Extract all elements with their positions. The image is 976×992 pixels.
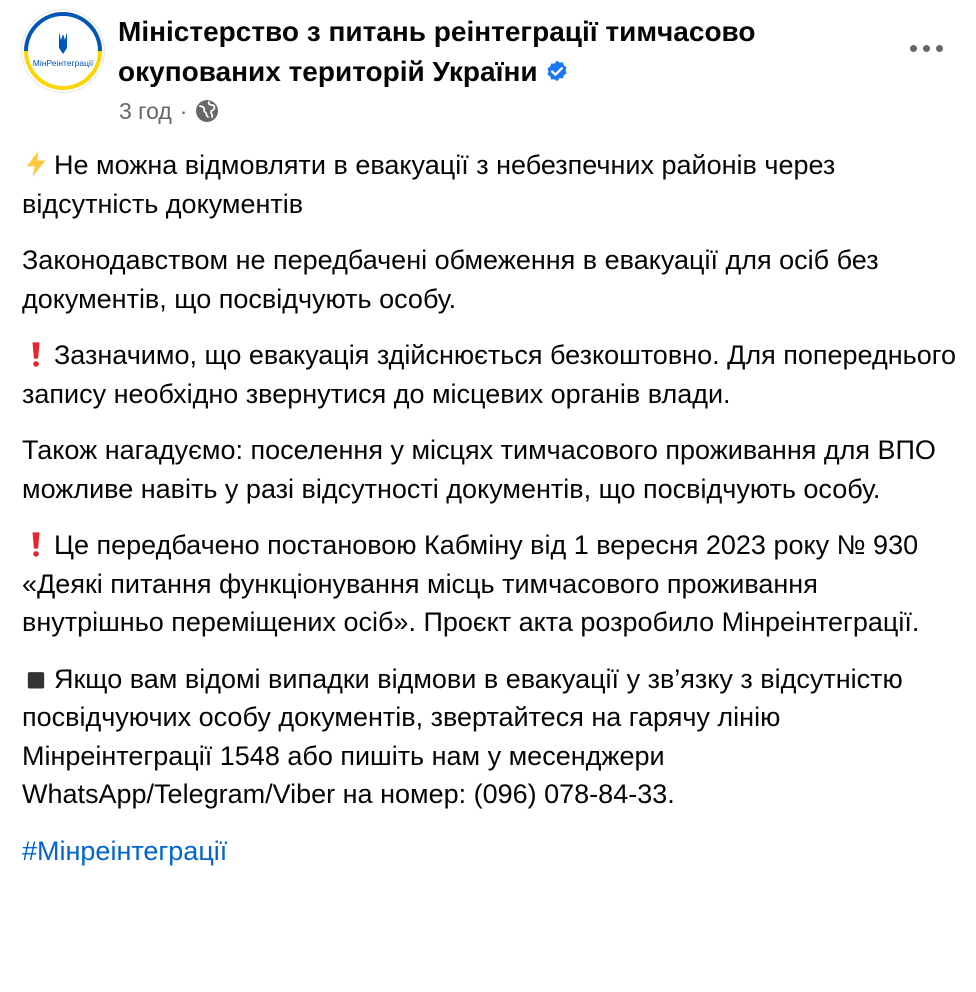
post-paragraph xyxy=(22,431,962,508)
lightning-emoji-icon xyxy=(22,150,50,178)
globe-icon[interactable] xyxy=(195,99,219,123)
post-paragraph xyxy=(22,146,962,223)
post-paragraph xyxy=(22,526,962,642)
post-paragraph xyxy=(22,832,962,871)
paragraph-text: Це передбачено постановою Кабміну від 1 вересня 2023 року № 930 «Деякі питання функціонування місць тимчасового проживання внутрішньо переміщених осіб». Проєкт акта розробило Мінреінтеграції. xyxy=(22,530,920,637)
post-meta xyxy=(119,96,219,126)
black-square-emoji-icon xyxy=(22,664,50,692)
page-name-text[interactable]: Міністерство з питань реінтеграції тимчасово окупованих територій України xyxy=(118,16,756,87)
post-time-link[interactable]: 3 год xyxy=(119,97,172,124)
more-dot xyxy=(923,45,930,52)
paragraph-text: Не можна відмовляти в евакуації з небезпечних районів через відсутність документів xyxy=(22,150,836,219)
paragraph-text: Зазначимо, що евакуація здійснюється безкоштовно. Для попереднього запису необхідно звернутися до місцевих органів влади. xyxy=(22,340,956,409)
avatar-label: МінРеінтеграції xyxy=(32,58,94,68)
more-options-icon xyxy=(910,45,917,52)
exclamation-emoji-icon xyxy=(22,530,50,558)
more-dot xyxy=(936,45,943,52)
post-body xyxy=(22,146,962,888)
ministry-logo-icon xyxy=(22,10,104,92)
more-options-button[interactable] xyxy=(898,28,954,68)
paragraph-text: Законодавством не передбачені обмеження в евакуації для осіб без документів, що посвідчують особу. xyxy=(22,245,879,314)
exclamation-emoji-icon xyxy=(22,340,50,368)
page-avatar[interactable] xyxy=(22,10,104,92)
paragraph-text: Також нагадуємо: поселення у місцях тимчасового проживання для ВПО можливе навіть у разі відсутності документів, що посвідчують особу. xyxy=(22,435,936,504)
hashtag-link[interactable]: #Мінреінтеграції xyxy=(22,835,228,866)
meta-separator: · xyxy=(179,97,188,124)
paragraph-text: Якщо вам відомі випадки відмови в евакуації у зв’язку з відсутністю посвідчуючих особу документів, звертайтеся на гарячу лінію Мінреінтеграції 1548 або пишіть нам у месенджери WhatsApp/Telegram/Viber на номер: (096) 078-84-33. xyxy=(22,663,903,809)
post-header xyxy=(22,10,962,130)
verified-badge-icon xyxy=(544,59,570,85)
post-paragraph xyxy=(22,660,962,814)
page-name-link[interactable] xyxy=(118,12,878,92)
post-paragraph xyxy=(22,241,962,318)
post-paragraph xyxy=(22,336,962,413)
